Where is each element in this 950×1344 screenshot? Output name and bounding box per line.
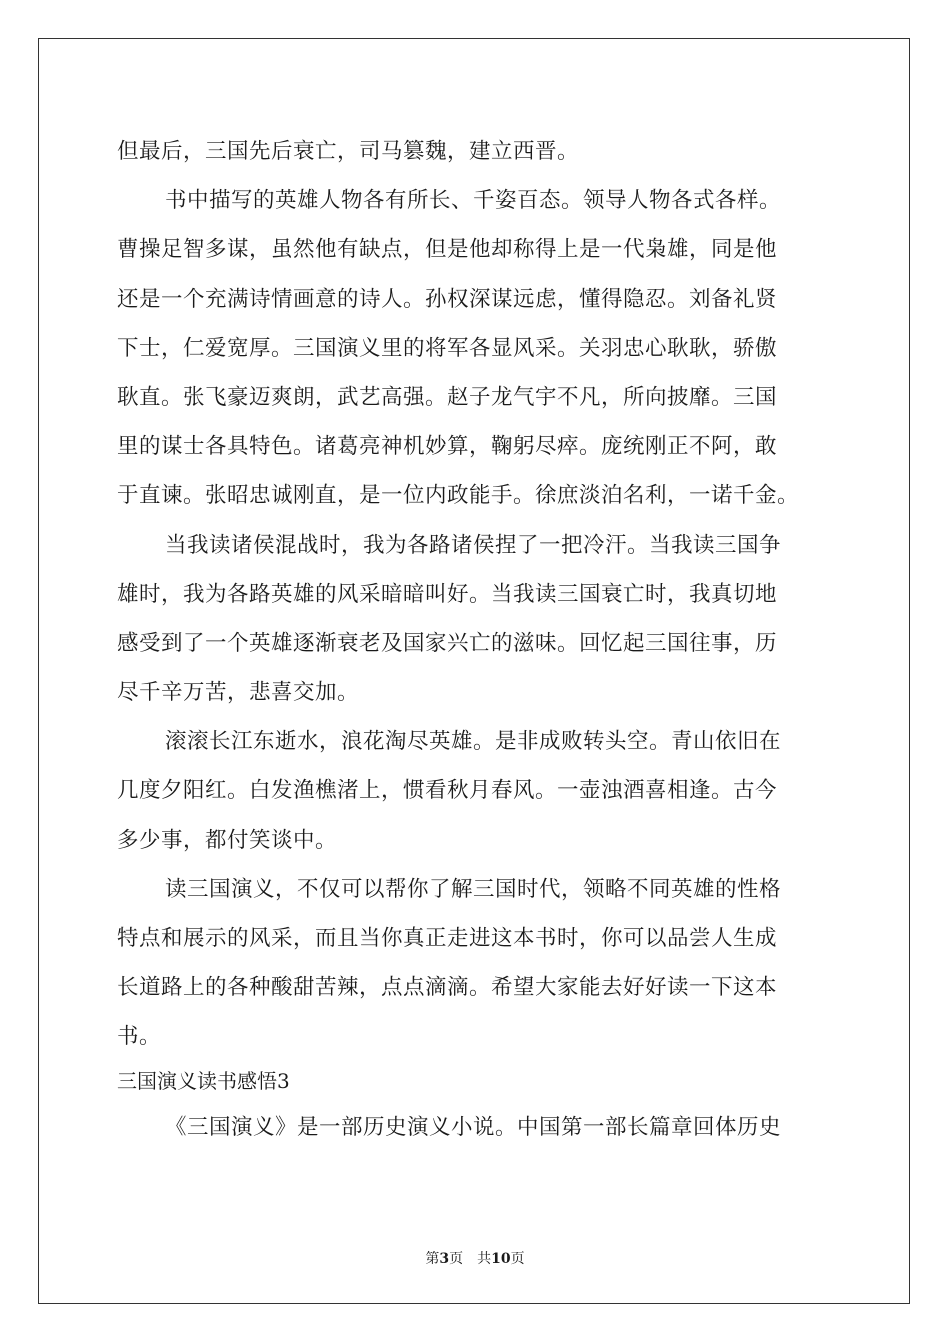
- text-line: 但最后，三国先后衰亡，司马篡魏，建立西晋。: [117, 139, 580, 164]
- text-line: 耿直。张飞豪迈爽朗，武艺高强。赵子龙气宇不凡，所向披靡。三国: [117, 384, 778, 410]
- text-line: 特点和展示的风采，而且当你真正走进这本书时，你可以品尝人生成: [117, 926, 778, 951]
- paragraph-start-line: 滚滚长江东逝水，浪花淘尽英雄。是非成败转头空。青山依旧在: [165, 729, 782, 755]
- text-line: 于直谏。张昭忠诚刚直，是一位内政能手。徐庶淡泊名利，一诺千金。: [117, 483, 800, 509]
- text-line: 尽千辛万苦，悲喜交加。: [117, 680, 360, 706]
- footer-suffix: 页: [510, 1251, 525, 1267]
- text-line: 下士，仁爱宽厚。三国演义里的将军各显风采。关羽忠心耿耿，骄傲: [117, 335, 778, 361]
- text-line: 多少事，都付笑谈中。: [117, 827, 338, 853]
- footer-prefix: 第: [425, 1251, 440, 1267]
- text-line: 书。: [117, 1024, 162, 1050]
- total-pages-number: 10: [491, 1251, 511, 1267]
- paragraph-start-line: 当我读诸侯混战时，我为各路诸侯捏了一把冷汗。当我读三国争: [165, 532, 782, 558]
- document-body: [117, 127, 837, 1152]
- paragraph-start-line: 书中描写的英雄人物各有所长、千姿百态。领导人物各式各样。: [165, 188, 782, 214]
- text-line: 感受到了一个英雄逐渐衰老及国家兴亡的滋味。回忆起三国往事，历: [117, 630, 778, 656]
- page-footer: [0, 1248, 950, 1268]
- text-line: 长道路上的各种酸甜苦辣，点点滴滴。希望大家能去好好读一下这本: [117, 975, 778, 1001]
- text-line: 雄时，我为各路英雄的风采暗暗叫好。当我读三国衰亡时，我真切地: [117, 581, 778, 607]
- text-line: 几度夕阳红。白发渔樵渚上，惯看秋月春风。一壶浊酒喜相逢。古今: [117, 778, 778, 804]
- text-line: 里的谋士各具特色。诸葛亮神机妙算，鞠躬尽瘁。庞统刚正不阿，敢: [117, 434, 778, 460]
- current-page-number: 3: [439, 1251, 450, 1267]
- paragraph-start-line: 读三国演义，不仅可以帮你了解三国时代，领略不同英雄的性格: [165, 876, 782, 902]
- text-line: 还是一个充满诗情画意的诗人。孙权深谋远虑，懂得隐忍。刘备礼贤: [117, 286, 778, 312]
- text-line: 曹操足智多谋，虽然他有缺点，但是他却称得上是一代枭雄，同是他: [117, 237, 778, 263]
- footer-mid: 页 共: [449, 1251, 492, 1267]
- section-heading: 三国演义读书感悟3: [117, 1068, 290, 1093]
- paragraph-start-line: 《三国演义》是一部历史演义小说。中国第一部长篇章回体历史: [165, 1114, 782, 1140]
